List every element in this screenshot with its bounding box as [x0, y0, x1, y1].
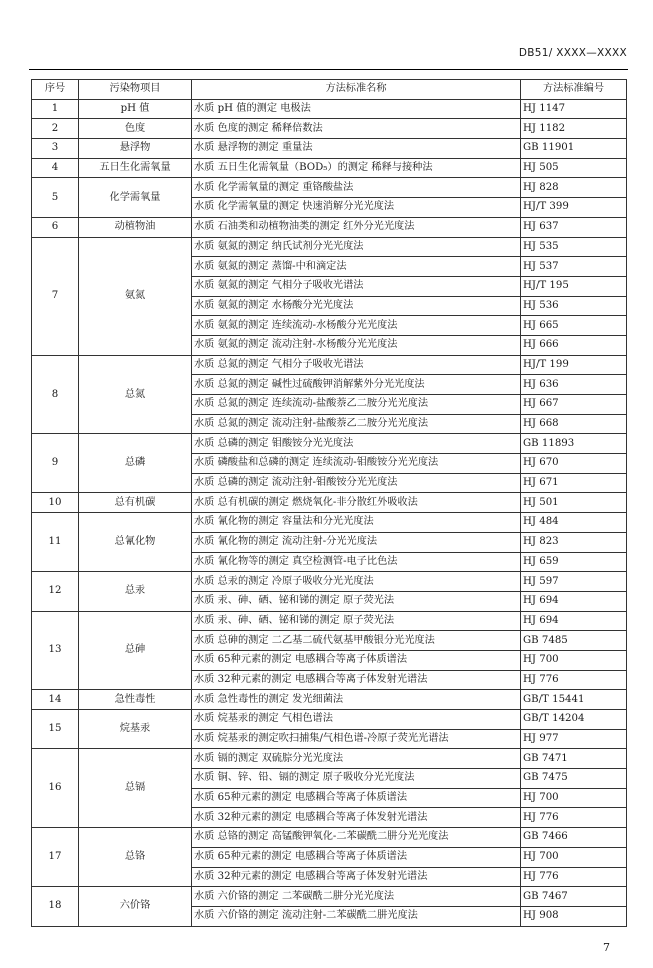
- row-number: 14: [32, 690, 79, 710]
- method-name: 水质 32种元素的测定 电感耦合等离子体发射光谱法: [192, 670, 521, 690]
- document-code: DB51/ XXXX—XXXX: [518, 47, 627, 59]
- method-code: HJ/T 199: [521, 355, 627, 375]
- method-name: 水质 六价铬的测定 流动注射-二苯碳酰二肼光度法: [192, 906, 521, 926]
- row-number: 1: [32, 99, 79, 119]
- row-number: 4: [32, 158, 79, 178]
- pollutant-item: 总有机碳: [79, 493, 192, 513]
- method-code: HJ 636: [521, 375, 627, 395]
- column-header-method-name: 方法标准名称: [192, 80, 521, 100]
- method-code: HJ 700: [521, 788, 627, 808]
- method-code: GB 7471: [521, 749, 627, 769]
- method-name: 水质 pH 值的测定 电极法: [192, 99, 521, 119]
- method-code: HJ 700: [521, 650, 627, 670]
- method-name: 水质 汞、砷、硒、铋和锑的测定 原子荧光法: [192, 611, 521, 631]
- row-number: 2: [32, 119, 79, 139]
- table-row: [32, 493, 627, 513]
- method-name: 水质 总有机碳的测定 燃烧氧化-非分散红外吸收法: [192, 493, 521, 513]
- table-row: [32, 355, 627, 375]
- method-name: 水质 32种元素的测定 电感耦合等离子体发射光谱法: [192, 867, 521, 887]
- method-code: HJ 659: [521, 552, 627, 572]
- pollutant-item: 五日生化需氧量: [79, 158, 192, 178]
- table-row: [32, 611, 627, 631]
- method-code: HJ 1182: [521, 119, 627, 139]
- method-code: HJ 823: [521, 532, 627, 552]
- method-name: 水质 总磷的测定 钼酸铵分光光度法: [192, 434, 521, 454]
- method-name: 水质 总砷的测定 二乙基二硫代氨基甲酸银分光光度法: [192, 631, 521, 651]
- table-row: [32, 749, 627, 769]
- pollutant-item: 动植物油: [79, 217, 192, 237]
- row-number: 16: [32, 749, 79, 828]
- row-number: 18: [32, 887, 79, 926]
- method-code: GB 7485: [521, 631, 627, 651]
- method-name: 水质 氨氮的测定 流动注射-水杨酸分光光度法: [192, 335, 521, 355]
- method-name: 水质 悬浮物的测定 重量法: [192, 139, 521, 159]
- table-row: [32, 513, 627, 533]
- table-header-row: [32, 80, 627, 100]
- method-name: 水质 氰化物等的测定 真空检测管-电子比色法: [192, 552, 521, 572]
- pollutant-item: 总砷: [79, 611, 192, 690]
- method-code: HJ 668: [521, 414, 627, 434]
- method-code: GB 7466: [521, 828, 627, 848]
- method-name: 水质 铜、锌、铅、镉的测定 原子吸收分光光度法: [192, 769, 521, 789]
- table-row: [32, 158, 627, 178]
- method-code: HJ 484: [521, 513, 627, 533]
- pollutant-item: 六价铬: [79, 887, 192, 926]
- method-name: 水质 氨氮的测定 纳氏试剂分光光度法: [192, 237, 521, 257]
- pollutant-item: 总磷: [79, 434, 192, 493]
- method-name: 水质 总氮的测定 流动注射-盐酸萘乙二胺分光光度法: [192, 414, 521, 434]
- pollutant-item: 总镉: [79, 749, 192, 828]
- column-header-no: 序号: [32, 80, 79, 100]
- method-code: GB 11901: [521, 139, 627, 159]
- pollutant-item: 总氮: [79, 355, 192, 434]
- page-number: 7: [603, 941, 610, 954]
- table-row: [32, 887, 627, 907]
- pollutant-item: 烷基汞: [79, 710, 192, 749]
- method-code: HJ 670: [521, 454, 627, 474]
- method-name: 水质 氨氮的测定 蒸馏-中和滴定法: [192, 257, 521, 277]
- method-name: 水质 总氮的测定 碱性过硫酸钾消解紫外分光光度法: [192, 375, 521, 395]
- method-code: GB 7467: [521, 887, 627, 907]
- method-name: 水质 化学需氧量的测定 重铬酸盐法: [192, 178, 521, 198]
- row-number: 3: [32, 139, 79, 159]
- method-code: HJ 977: [521, 729, 627, 749]
- method-name: 水质 32种元素的测定 电感耦合等离子体发射光谱法: [192, 808, 521, 828]
- method-name: 水质 总铬的测定 高锰酸钾氧化-二苯碳酰二肼分光光度法: [192, 828, 521, 848]
- row-number: 11: [32, 513, 79, 572]
- method-code: HJ 637: [521, 217, 627, 237]
- row-number: 17: [32, 828, 79, 887]
- method-code: HJ 1147: [521, 99, 627, 119]
- row-number: 15: [32, 710, 79, 749]
- table-row: [32, 178, 627, 198]
- pollutant-item: 总氰化物: [79, 513, 192, 572]
- method-code: HJ 535: [521, 237, 627, 257]
- method-name: 水质 烷基汞的测定吹扫捕集/气相色谱-冷原子荧光光谱法: [192, 729, 521, 749]
- column-header-pollutant: 污染物项目: [79, 80, 192, 100]
- method-name: 水质 氨氮的测定 气相分子吸收光谱法: [192, 276, 521, 296]
- method-code: HJ 671: [521, 473, 627, 493]
- method-code: HJ 694: [521, 591, 627, 611]
- method-name: 水质 65种元素的测定 电感耦合等离子体质谱法: [192, 847, 521, 867]
- method-code: HJ/T 195: [521, 276, 627, 296]
- table-row: [32, 139, 627, 159]
- method-name: 水质 化学需氧量的测定 快速消解分光光度法: [192, 198, 521, 218]
- method-code: HJ 665: [521, 316, 627, 336]
- row-number: 5: [32, 178, 79, 217]
- method-code: HJ 537: [521, 257, 627, 277]
- method-name: 水质 急性毒性的测定 发光细菌法: [192, 690, 521, 710]
- method-name: 水质 石油类和动植物油类的测定 红外分光光度法: [192, 217, 521, 237]
- method-name: 水质 烷基汞的测定 气相色谱法: [192, 710, 521, 730]
- method-name: 水质 总氮的测定 气相分子吸收光谱法: [192, 355, 521, 375]
- method-code: HJ 505: [521, 158, 627, 178]
- method-code: GB 11893: [521, 434, 627, 454]
- method-code: HJ 908: [521, 906, 627, 926]
- table-row: [32, 237, 627, 257]
- method-name: 水质 五日生化需氧量（BOD₅）的测定 稀释与接种法: [192, 158, 521, 178]
- row-number: 8: [32, 355, 79, 434]
- pollutant-item: 悬浮物: [79, 139, 192, 159]
- row-number: 12: [32, 572, 79, 611]
- method-name: 水质 总汞的测定 冷原子吸收分光光度法: [192, 572, 521, 592]
- table-row: [32, 710, 627, 730]
- method-name: 水质 汞、砷、硒、铋和锑的测定 原子荧光法: [192, 591, 521, 611]
- method-code: HJ 667: [521, 395, 627, 415]
- method-code: HJ 828: [521, 178, 627, 198]
- method-name: 水质 65种元素的测定 电感耦合等离子体质谱法: [192, 788, 521, 808]
- row-number: 6: [32, 217, 79, 237]
- table-row: [32, 119, 627, 139]
- method-standards-table: [31, 79, 627, 927]
- method-code: GB/T 14204: [521, 710, 627, 730]
- method-code: HJ 776: [521, 867, 627, 887]
- table-row: [32, 572, 627, 592]
- table-row: [32, 690, 627, 710]
- method-name: 水质 氰化物的测定 容量法和分光光度法: [192, 513, 521, 533]
- row-number: 10: [32, 493, 79, 513]
- pollutant-item: 氨氮: [79, 237, 192, 355]
- table-row: [32, 434, 627, 454]
- pollutant-item: 总铬: [79, 828, 192, 887]
- method-code: HJ 597: [521, 572, 627, 592]
- method-code: GB/T 15441: [521, 690, 627, 710]
- pollutant-item: 色度: [79, 119, 192, 139]
- method-code: HJ 536: [521, 296, 627, 316]
- pollutant-item: pH 值: [79, 99, 192, 119]
- method-code: HJ/T 399: [521, 198, 627, 218]
- method-name: 水质 总氮的测定 连续流动-盐酸萘乙二胺分光光度法: [192, 395, 521, 415]
- row-number: 7: [32, 237, 79, 355]
- method-code: HJ 694: [521, 611, 627, 631]
- method-name: 水质 氰化物的测定 流动注射-分光光度法: [192, 532, 521, 552]
- method-name: 水质 色度的测定 稀释倍数法: [192, 119, 521, 139]
- method-name: 水质 65种元素的测定 电感耦合等离子体质谱法: [192, 650, 521, 670]
- method-code: HJ 700: [521, 847, 627, 867]
- method-code: HJ 501: [521, 493, 627, 513]
- header-divider: [29, 69, 628, 70]
- row-number: 9: [32, 434, 79, 493]
- method-code: HJ 776: [521, 808, 627, 828]
- method-name: 水质 镉的测定 双硫腙分光光度法: [192, 749, 521, 769]
- pollutant-item: 总汞: [79, 572, 192, 611]
- method-name: 水质 磷酸盐和总磷的测定 连续流动-钼酸铵分光光度法: [192, 454, 521, 474]
- table-row: [32, 828, 627, 848]
- method-name: 水质 氨氮的测定 连续流动-水杨酸分光光度法: [192, 316, 521, 336]
- method-name: 水质 氨氮的测定 水杨酸分光光度法: [192, 296, 521, 316]
- method-name: 水质 六价铬的测定 二苯碳酰二肼分光光度法: [192, 887, 521, 907]
- method-code: HJ 666: [521, 335, 627, 355]
- pollutant-item: 化学需氧量: [79, 178, 192, 217]
- pollutant-item: 急性毒性: [79, 690, 192, 710]
- method-code: HJ 776: [521, 670, 627, 690]
- table-row: [32, 217, 627, 237]
- column-header-method-code: 方法标准编号: [521, 80, 627, 100]
- table-row: [32, 99, 627, 119]
- row-number: 13: [32, 611, 79, 690]
- method-code: GB 7475: [521, 769, 627, 789]
- method-name: 水质 总磷的测定 流动注射-钼酸铵分光光度法: [192, 473, 521, 493]
